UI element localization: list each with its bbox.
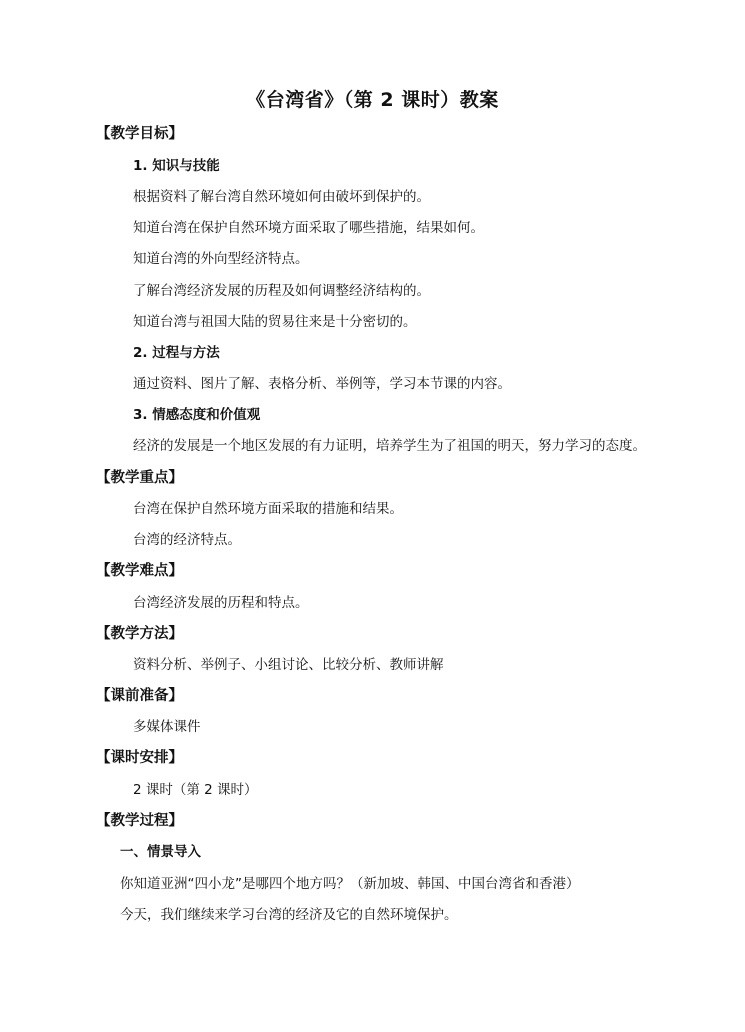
paragraph: 根据资料了解台湾自然环境如何由破坏到保护的。 — [133, 189, 430, 205]
paragraph: 台湾经济发展的历程和特点。 — [133, 595, 309, 611]
paragraph: 知道台湾的外向型经济特点。 — [133, 251, 309, 267]
paragraph: 知道台湾与祖国大陆的贸易往来是十分密切的。 — [133, 314, 417, 330]
section-heading-schedule: 【课时安排】 — [96, 750, 183, 766]
paragraph: 你知道亚洲“四小龙”是哪四个地方吗？（新加坡、韩国、中国台湾省和香港） — [120, 876, 580, 892]
paragraph: 台湾的经济特点。 — [133, 532, 241, 548]
section-heading-difficulties: 【教学难点】 — [96, 563, 183, 579]
section-heading-process: 【教学过程】 — [96, 813, 183, 829]
paragraph: 多媒体课件 — [133, 719, 201, 735]
paragraph: 台湾在保护自然环境方面采取的措施和结果。 — [133, 501, 403, 517]
subheading-knowledge-skills: 1. 知识与技能 — [133, 158, 220, 174]
paragraph: 知道台湾在保护自然环境方面采取了哪些措施，结果如何。 — [133, 220, 484, 236]
subheading-attitude-values: 3. 情感态度和价值观 — [133, 407, 261, 423]
paragraph: 今天，我们继续来学习台湾的经济及它的自然环境保护。 — [120, 907, 458, 923]
subheading-process-methods: 2. 过程与方法 — [133, 345, 220, 361]
document-title: 《台湾省》（第 2 课时）教案 — [246, 89, 499, 111]
section-heading-methods: 【教学方法】 — [96, 626, 183, 642]
paragraph: 2 课时（第 2 课时） — [133, 782, 258, 798]
paragraph: 经济的发展是一个地区发展的有力证明，培养学生为了祖国的明天，努力学习的态度。 — [133, 438, 646, 454]
section-heading-preparation: 【课前准备】 — [96, 688, 183, 704]
section-heading-key-points: 【教学重点】 — [96, 470, 183, 486]
paragraph: 通过资料、图片了解、表格分析、举例等，学习本节课的内容。 — [133, 376, 511, 392]
subheading-intro: 一、情景导入 — [120, 844, 201, 860]
paragraph: 了解台湾经济发展的历程及如何调整经济结构的。 — [133, 283, 430, 299]
paragraph: 资料分析、举例子、小组讨论、比较分析、教师讲解 — [133, 657, 444, 673]
section-heading-objectives: 【教学目标】 — [96, 126, 183, 142]
